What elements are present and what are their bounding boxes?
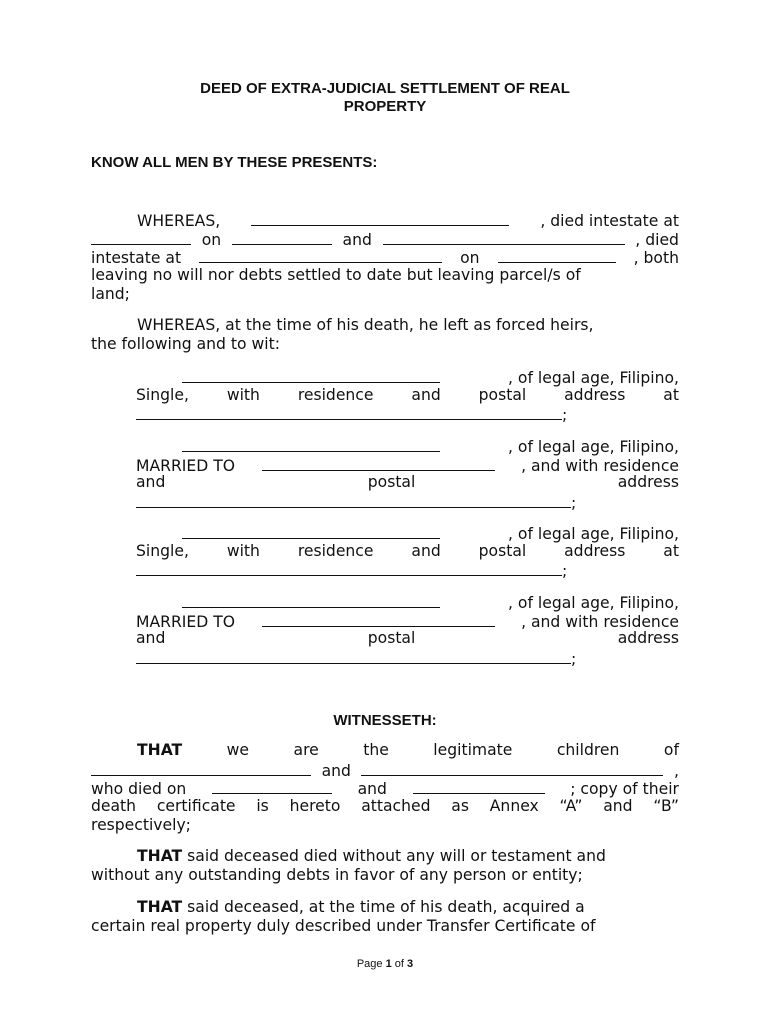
paragraph-that-2: THAT said deceased died without any will or testament and without any outstanding debts in favor of any person or entity; bbox=[91, 847, 606, 884]
annex-word: certificate bbox=[156, 797, 236, 816]
annex-word: “A” bbox=[559, 797, 583, 816]
paragraph-whereas-2: WHEREAS, at the time of his death, he left as forced heirs, the following and to wit: bbox=[91, 316, 594, 353]
blank-heir-address[interactable] bbox=[136, 404, 562, 420]
blank-date-2[interactable] bbox=[498, 247, 616, 263]
blank-heir-name[interactable] bbox=[182, 436, 440, 452]
blank-spouse-name[interactable] bbox=[262, 611, 495, 627]
blank-place-2[interactable] bbox=[199, 247, 442, 263]
total-pages-number: 3 bbox=[407, 958, 414, 970]
title-line-1: DEED OF EXTRA-JUDICIAL SETTLEMENT OF REAL bbox=[200, 80, 570, 97]
blank-parent-2[interactable] bbox=[361, 760, 663, 776]
blank-decedent-name-2[interactable] bbox=[383, 229, 625, 245]
blank-heir-name[interactable] bbox=[182, 367, 440, 383]
annex-word: as bbox=[451, 797, 469, 816]
blank-heir-name[interactable] bbox=[182, 523, 440, 539]
document-title bbox=[0, 80, 770, 116]
blank-death-date-2[interactable] bbox=[413, 778, 545, 794]
blank-spouse-name[interactable] bbox=[262, 455, 495, 471]
paragraph-whereas-1: WHEREAS, , died intestate at on and , died intestate at on , both leaving no will nor debts settled to date but leaving parcel/s of land; bbox=[91, 212, 679, 303]
heir-entry-married-1: , of legal age, Filipino, MARRIED TO , and with residence and postal address ; bbox=[136, 438, 679, 513]
paragraph-that-3: THAT said deceased, at the time of his death, acquired a certain real property duly described under Transfer Certificate of bbox=[91, 898, 596, 935]
heir-entry-single-2: , of legal age, Filipino, Single, with residence and postal address at ; bbox=[136, 525, 679, 581]
annex-word: “B” bbox=[653, 797, 679, 816]
paragraph-that-1: THAT we are the legitimate children of and , who died on and ; copy of their death certificate is hereto attached as Annex “A” and “B” respectively; bbox=[91, 741, 679, 834]
blank-decedent-name[interactable] bbox=[251, 210, 509, 226]
blank-heir-name[interactable] bbox=[182, 592, 440, 608]
annex-word: is bbox=[256, 797, 269, 816]
intro-heading: KNOW ALL MEN BY THESE PRESENTS: bbox=[91, 154, 378, 171]
annex-word: hereto bbox=[289, 797, 341, 816]
annex-word: Annex bbox=[489, 797, 539, 816]
that1-line-3 bbox=[91, 797, 679, 816]
current-page-number: 1 bbox=[385, 958, 392, 970]
blank-date[interactable] bbox=[232, 229, 332, 245]
annex-word: death bbox=[91, 797, 137, 816]
title-line-2: PROPERTY bbox=[343, 98, 427, 115]
witnesseth-heading: WITNESSETH: bbox=[333, 712, 437, 729]
blank-place[interactable] bbox=[91, 229, 191, 245]
heir-entry-married-2: , of legal age, Filipino, MARRIED TO , and with residence and postal address ; bbox=[136, 594, 679, 669]
blank-heir-address[interactable] bbox=[136, 492, 571, 508]
annex-word: and bbox=[603, 797, 633, 816]
annex-word: attached bbox=[361, 797, 431, 816]
heir-entry-single-1: , of legal age, Filipino, Single, with residence and postal address at ; bbox=[136, 369, 679, 425]
blank-death-date-1[interactable] bbox=[212, 778, 332, 794]
blank-heir-address[interactable] bbox=[136, 560, 562, 576]
blank-heir-address[interactable] bbox=[136, 648, 571, 664]
blank-parent-1[interactable] bbox=[91, 760, 311, 776]
page-footer: Page 1 of 3 bbox=[356, 958, 414, 970]
